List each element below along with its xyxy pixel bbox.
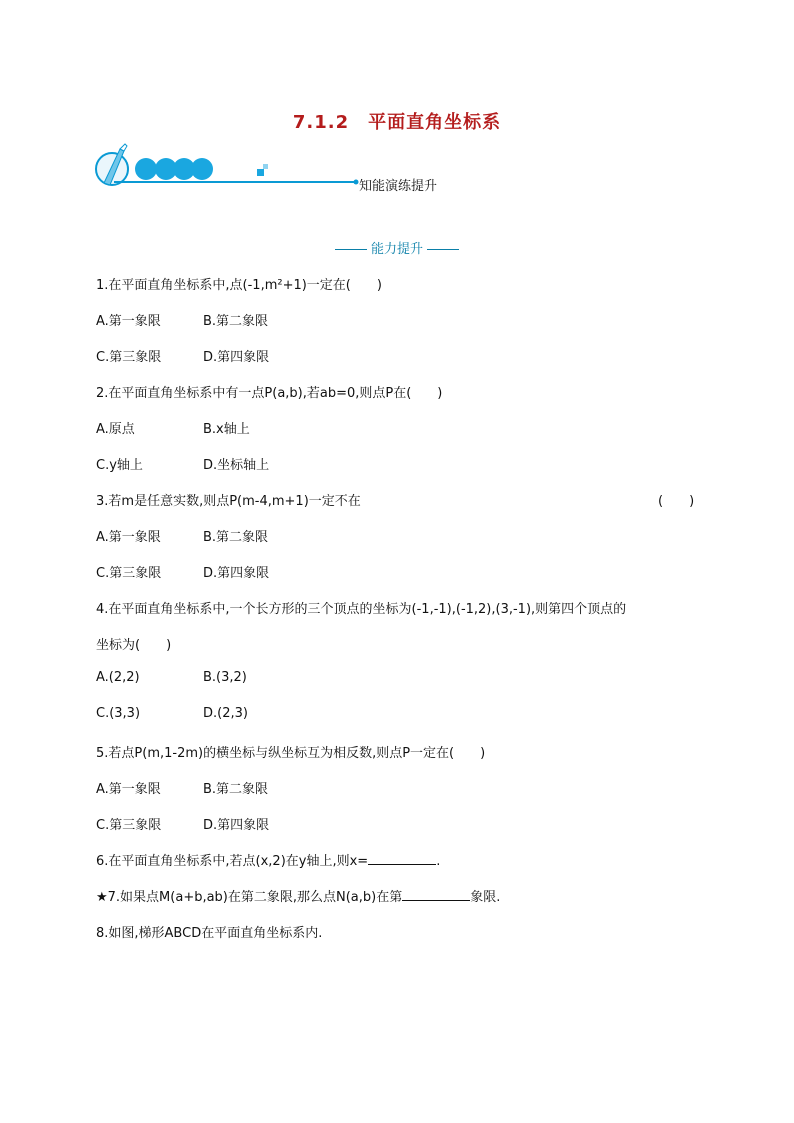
question-2-option-b: B.x轴上 xyxy=(203,422,250,437)
question-1-option-a: A.第一象限 xyxy=(96,314,161,329)
question-4-stem: 4.在平面直角坐标系中,一个长方形的三个顶点的坐标为(-1,-1),(-1,2),(3,-1),则第四个顶点的 xyxy=(96,602,627,617)
question-4-option-d: D.(2,3) xyxy=(203,706,248,721)
question-3-stem: 3.若m是任意实数,则点P(m-4,m+1)一定不在 xyxy=(96,494,361,509)
question-3-option-c: C.第三象限 xyxy=(96,566,162,581)
section-title: 能力提升 xyxy=(370,242,423,257)
question-3-option-d: D.第四象限 xyxy=(203,566,270,581)
question-1-option-d: D.第四象限 xyxy=(203,350,270,365)
question-6-text: 6.在平面直角坐标系中,若点(x,2)在y轴上,则x= xyxy=(96,854,369,869)
star-icon: ★ xyxy=(96,890,108,905)
question-3-option-b: B.第二象限 xyxy=(203,530,269,545)
question-4-option-a: A.(2,2) xyxy=(96,670,140,685)
question-7-stem xyxy=(96,886,500,905)
question-2-option-c: C.y轴上 xyxy=(96,458,143,473)
question-5-option-d: D.第四象限 xyxy=(203,818,270,833)
banner-label: 知能演练提升 xyxy=(359,179,438,194)
page-title: 7.1.2 平面直角坐标系 xyxy=(292,112,502,133)
question-5-option-c: C.第三象限 xyxy=(96,818,162,833)
question-2-option-a: A.原点 xyxy=(96,422,135,437)
question-3-option-a: A.第一象限 xyxy=(96,530,161,545)
decor-square-icon xyxy=(257,164,268,176)
section-rule-left xyxy=(335,249,367,250)
question-3-answer-paren: ( ) xyxy=(658,494,695,509)
question-7-text: 7.如果点M(a+b,ab)在第二象限,那么点N(a,b)在第 xyxy=(107,890,403,905)
pen-nib-icon xyxy=(96,144,128,185)
question-4-option-c: C.(3,3) xyxy=(96,706,141,721)
question-6-stem xyxy=(96,850,440,869)
question-1-stem: 1.在平面直角坐标系中,点(-1,m²+1)一定在( ) xyxy=(96,278,382,293)
question-8-stem: 8.如图,梯形ABCD在平面直角坐标系内. xyxy=(96,926,323,941)
question-1-option-c: C.第三象限 xyxy=(96,350,162,365)
question-6-period: . xyxy=(436,854,441,869)
question-4-option-b: B.(3,2) xyxy=(203,670,247,685)
question-6-answer-blank[interactable] xyxy=(368,852,436,865)
question-1-option-b: B.第二象限 xyxy=(203,314,269,329)
question-2-stem: 2.在平面直角坐标系中有一点P(a,b),若ab=0,则点P在( ) xyxy=(96,386,443,401)
question-7-answer-blank[interactable] xyxy=(402,888,470,901)
question-4-stem-continued: 坐标为( ) xyxy=(96,638,172,653)
question-5-stem: 5.若点P(m,1-2m)的横坐标与纵坐标互为相反数,则点P一定在( ) xyxy=(96,746,486,761)
question-7-suffix: 象限. xyxy=(470,890,501,905)
question-2-option-d: D.坐标轴上 xyxy=(203,458,270,473)
section-heading xyxy=(0,238,794,257)
question-5-option-b: B.第二象限 xyxy=(203,782,269,797)
question-5-option-a: A.第一象限 xyxy=(96,782,161,797)
section-rule-right xyxy=(427,249,459,250)
